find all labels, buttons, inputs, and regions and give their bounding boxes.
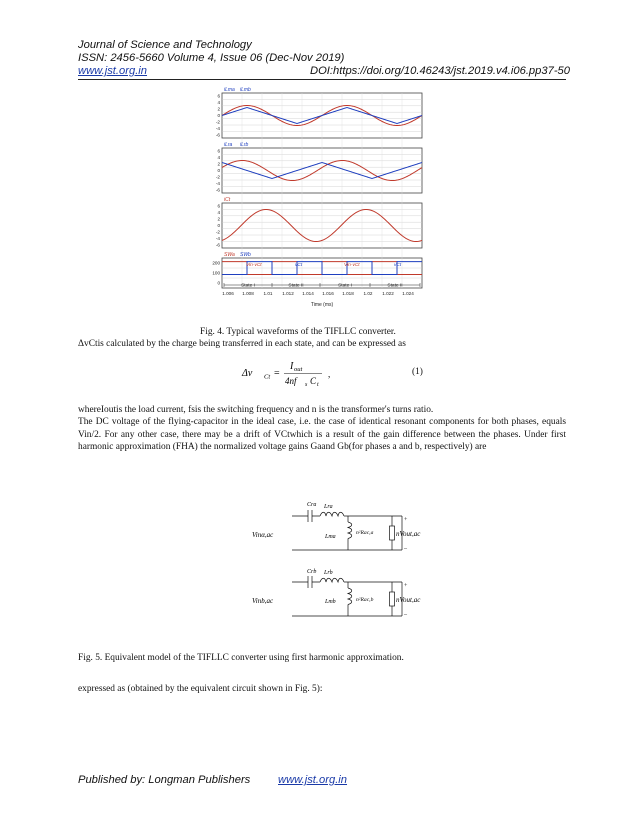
y-tick-label: -4 <box>215 125 220 131</box>
header-links <box>78 65 570 78</box>
state-1b: State I <box>338 283 352 289</box>
paragraph-1: ΔvCtis calculated by the charge being transferred in each state, and can be expressed as <box>78 339 406 349</box>
footer-publisher: Published by: Longman Publishers <box>78 774 251 786</box>
header-rule <box>78 79 566 80</box>
panel-3-label: iCt <box>224 197 231 203</box>
x-tick-label: 1.022 <box>382 291 394 296</box>
eq-numerator: I <box>290 361 294 372</box>
figure-4-waveforms <box>198 85 443 310</box>
y-tick-label: 0 <box>217 113 220 118</box>
x-tick-label: 1.014 <box>302 291 314 296</box>
label-lra: Lra <box>324 504 333 510</box>
y-tick-label: -2 <box>215 174 220 180</box>
y-tick-label: 6 <box>217 148 220 154</box>
annot-vin-vct-2: Vin-vCt <box>344 263 360 268</box>
eq-denom-c: C <box>310 376 317 386</box>
panel-2-label-a: iLra <box>224 142 233 148</box>
y-tick-label: 0 <box>217 280 220 286</box>
y-tick-label: 2 <box>217 161 220 167</box>
y-tick-label: 4 <box>217 155 220 161</box>
y-tick-label: -2 <box>215 229 220 235</box>
panel-1-label-a: iLma <box>224 87 235 93</box>
x-tick-label: 1.012 <box>282 291 294 296</box>
y-tick-label: -4 <box>215 180 220 186</box>
label-lmb: Lmb <box>325 599 336 605</box>
state-2a: State II <box>288 283 304 289</box>
eq-lhs-sub: Ct <box>264 373 271 381</box>
issn-line: ISSN: 2456-5660 Volume 4, Issue 06 (Dec-Nov 2019) <box>78 52 345 64</box>
paragraph-3: The DC voltage of the flying-capacitor in the ideal case, i.e. the case of identical resonant components for both phases, equals Vin/2. For any other case, there may be a drift of VCtwhich is a result of the gain difference between the phases. Under first harmonic approximation (FHA) the normalized voltage gains Gaand Gb(for phases a and b, respectively) are <box>78 417 566 452</box>
y-tick-label: -6 <box>215 187 220 193</box>
x-tick-label: 1.024 <box>402 291 414 296</box>
figure-5-equivalent-circuit <box>252 500 427 630</box>
figure-4-caption: Fig. 4. Typical waveforms of the TIFLLC converter. <box>200 327 396 337</box>
eq-lhs: Δv <box>242 368 253 379</box>
svg-text:+: + <box>404 517 408 523</box>
label-vin-b: Vinb,ac <box>252 597 274 605</box>
y-tick-label: -6 <box>215 132 220 138</box>
y-tick-label: 0 <box>217 223 220 228</box>
eq-denom-sub2: t <box>317 382 319 388</box>
panel-1-label-b: iLmb <box>240 87 251 93</box>
panel-4-label-b: SWb <box>240 252 251 258</box>
label-vout-a: nVout,ac <box>396 530 421 538</box>
annot-vct-2: vCt <box>394 263 402 268</box>
label-load-a: n²Rac,a <box>356 530 374 536</box>
x-tick-label: 1.02 <box>363 291 373 296</box>
y-tick-label: 6 <box>217 93 220 99</box>
y-tick-label: 0 <box>217 168 220 173</box>
y-tick-label: 2 <box>217 216 220 222</box>
x-tick-label: 1.008 <box>242 291 254 296</box>
state-1a: State I <box>241 283 255 289</box>
y-tick-label: 2 <box>217 106 220 112</box>
svg-text:,: , <box>328 369 331 379</box>
label-cra: Cra <box>307 502 317 508</box>
label-lma: Lma <box>325 534 336 540</box>
equation-1-number: (1) <box>412 367 423 377</box>
label-crb: Crb <box>307 569 317 575</box>
x-axis-label: Time (ms) <box>310 302 334 308</box>
y-tick-label: -6 <box>215 242 220 248</box>
equation-1 <box>238 357 358 389</box>
x-tick-label: 1.01 <box>263 291 273 296</box>
y-tick-label: -2 <box>215 119 220 125</box>
x-tick-label: 1.006 <box>222 291 234 296</box>
annot-vct-1: vCt <box>295 263 303 268</box>
eq-denom-sub1: s <box>305 382 308 388</box>
svg-text:–: – <box>404 612 407 618</box>
y-tick-label: 200 <box>212 260 220 266</box>
eq-denominator: 4nf <box>285 376 297 386</box>
figure-5-caption: Fig. 5. Equivalent model of the TIFLLC converter using first harmonic approximation. <box>78 653 404 663</box>
y-tick-label: 6 <box>217 203 220 209</box>
state-2b: State II <box>387 283 403 289</box>
svg-text:–: – <box>404 546 407 552</box>
doi-text: DOI:https://doi.org/10.46243/jst.2019.v4.i06.pp37-50 <box>310 65 570 77</box>
y-tick-label: 100 <box>212 270 220 276</box>
x-tick-label: 1.018 <box>342 291 354 296</box>
footer-website-link[interactable]: www.jst.org.in <box>278 774 348 786</box>
panel-4-label-a: SWa <box>224 252 235 258</box>
website-link[interactable]: www.jst.org.in <box>78 65 148 77</box>
circuit-phase-b <box>292 576 402 616</box>
annot-vin-vct-1: Vin-vCt <box>246 263 262 268</box>
svg-text:=: = <box>274 368 280 379</box>
journal-title: Journal of Science and Technology <box>78 39 252 51</box>
y-tick-label: -4 <box>215 235 220 241</box>
label-vout-b: nVout,ac <box>396 596 421 604</box>
svg-text:+: + <box>404 583 408 589</box>
circuit-phase-a <box>292 510 402 550</box>
y-tick-label: 4 <box>217 210 220 216</box>
eq-numerator-sub: out <box>294 366 303 373</box>
label-lrb: Lrb <box>324 570 333 576</box>
panel-2-label-b: iLrb <box>240 142 249 148</box>
y-tick-label: 4 <box>217 100 220 106</box>
x-tick-label: 1.016 <box>322 291 334 296</box>
label-load-b: n²Rac,b <box>356 597 374 603</box>
paragraph-2: whereIoutis the load current, fsis the switching frequency and n is the transformer's turns ratio. <box>78 405 434 415</box>
paragraph-4: expressed as (obtained by the equivalent circuit shown in Fig. 5): <box>78 684 323 694</box>
label-vin-a: Vinα,ac <box>252 531 274 539</box>
